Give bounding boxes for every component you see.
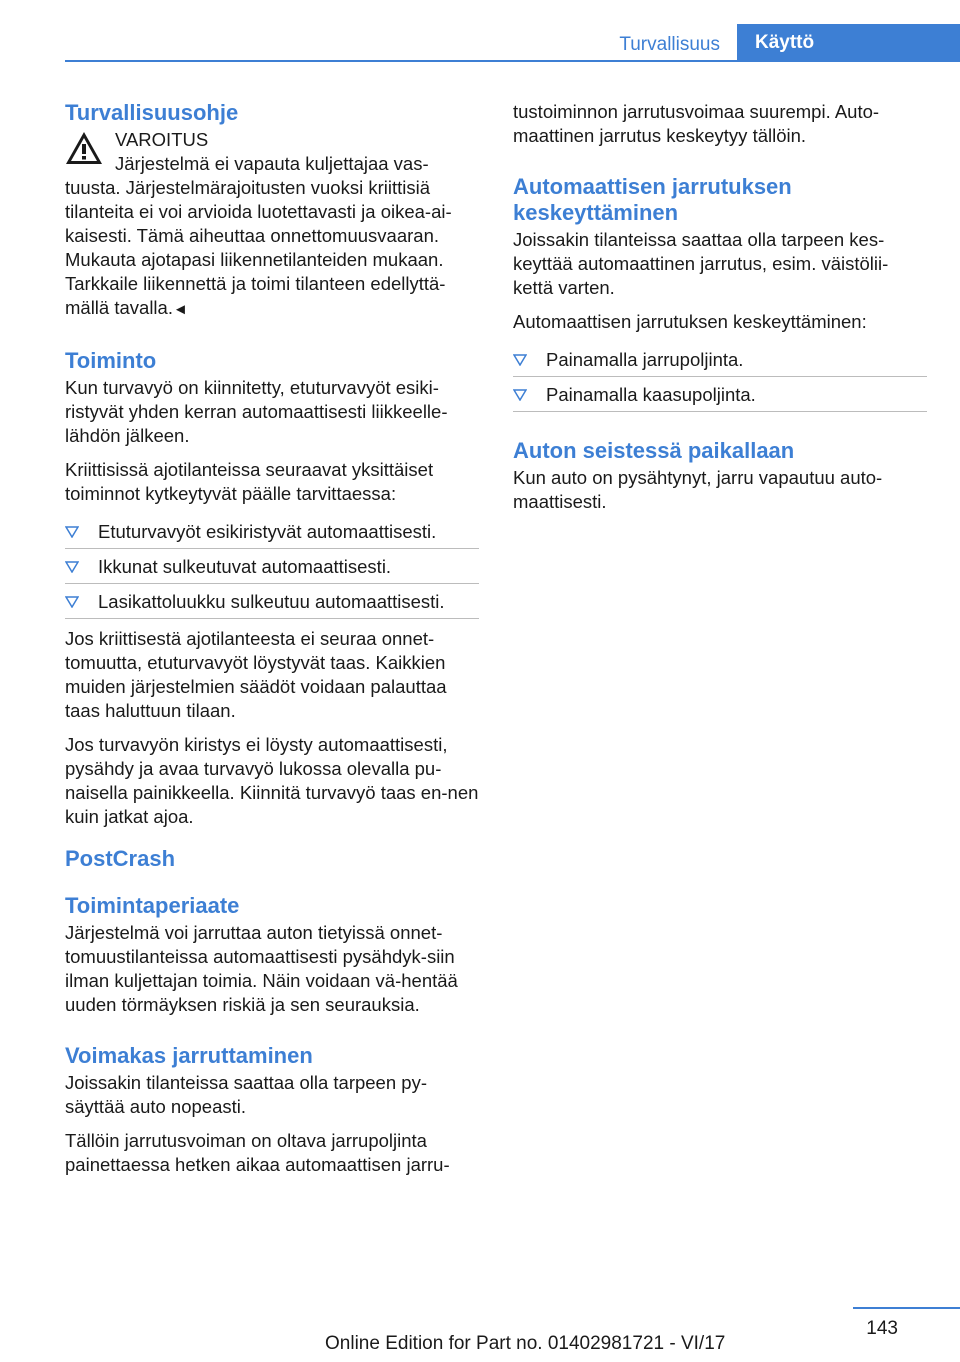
end-mark-icon: ◄ [172, 301, 188, 318]
left-column [65, 100, 479, 1187]
list-item-text: Lasikattoluukku sulkeutuu automaattisesti. [98, 591, 445, 612]
principle-paragraph: Järjestelmä voi jarruttaa auton tietyissä onnet-tomuustilanteissa automaattisesti pysähdyk-siin ilman kuljettajan toimia. Näin voidaan vä-hentää uuden törmäyksen riskiä ja sen seurauksia. [65, 922, 458, 1015]
warning-triangle-icon [65, 131, 103, 165]
list-item [513, 344, 927, 377]
triangle-bullet-icon [513, 354, 527, 366]
interrupt-paragraph-1: Joissakin tilanteissa saattaa olla tarpeen kes-keyttää automaattinen jarrutus, esim. väistölii-kettä varten. [513, 229, 889, 298]
standstill-paragraph: Kun auto on pysähtynyt, jarru vapautuu auto-maattisesti. [513, 467, 883, 512]
page-number: 143 [866, 1318, 898, 1339]
braking-continuation: tustoiminnon jarrutusvoimaa suurempi. Auto-maattinen jarrutus keskeytyy tällöin. [513, 101, 880, 146]
list-item [65, 586, 479, 619]
function-paragraph-1: Kun turvavyö on kiinnitetty, etuturvavyöt esiki-ristyvät yhden kerran automaattisesti liikkeelle-lähdön jälkeen. [65, 377, 448, 446]
postcrash-heading: PostCrash [65, 846, 176, 871]
header-section-tab[interactable]: Turvallisuus [619, 34, 720, 55]
function-paragraph-2: Kriittisissä ajotilanteissa seuraavat yksittäiset toiminnot kytkeytyvät päälle tarvittaessa: [65, 459, 434, 504]
warning-box [65, 128, 479, 322]
warning-first-line: Järjestelmä ei vapauta kuljettajaa vas- [115, 153, 429, 174]
interrupt-paragraph-2: Automaattisen jarrutuksen keskeyttäminen: [513, 311, 867, 332]
right-column [513, 100, 927, 524]
list-item-text: Ikkunat sulkeutuvat automaattisesti. [98, 556, 392, 577]
function-paragraph-4: Jos turvavyön kiristys ei löysty automaattisesti, pysähdy ja avaa turvavyö lukossa olevalla pu-naisella painikkeella. Kiinnitä turvavyö taas en-nen kuin jatkat ajoa. [65, 734, 479, 827]
triangle-bullet-icon [65, 561, 79, 573]
braking-heading: Voimakas jarruttaminen [65, 1043, 313, 1068]
safety-heading: Turvallisuusohje [65, 100, 239, 125]
warning-title: VAROITUS [115, 129, 209, 150]
interrupt-heading: Automaattisen jarrutuksen keskeyttäminen [513, 174, 792, 225]
function-paragraph-3: Jos kriittisestä ajotilanteesta ei seuraa onnet-tomuutta, etuturvavyöt löystyvät taas. Kaikkien muiden järjestelmien säädöt voidaan palauttaa taas haluttuun tilaan. [65, 628, 447, 721]
list-item [513, 379, 927, 412]
edition-label: Online Edition for Part no. 01402981721 - VI/17 [325, 1333, 726, 1354]
list-item-text: Painamalla jarrupoljinta. [546, 349, 744, 370]
warning-text: tuusta. Järjestelmärajoitusten vuoksi kriittisiä tilanteita ei voi arvioida luotettavasti ja oikea-ai-kaisesti. Tämä aiheuttaa onnettomuusvaaran. Mukauta ajotapasi liikennetilanteiden mukaan. Tarkkaile liikennettä ja toimi tilanteen edellyttä-mällä tavalla. [65, 177, 452, 318]
triangle-bullet-icon [513, 389, 527, 401]
function-heading: Toiminto [65, 348, 157, 373]
list-item-text: Painamalla kaasupoljinta. [546, 384, 756, 405]
triangle-bullet-icon [65, 596, 79, 608]
list-item [65, 551, 479, 584]
principle-heading: Toimintaperiaate [65, 893, 240, 918]
list-item [65, 516, 479, 549]
braking-paragraph-1: Joissakin tilanteissa saattaa olla tarpeen py-säyttää auto nopeasti. [65, 1072, 427, 1117]
list-item-text: Etuturvavyöt esikiristyvät automaattisesti. [98, 521, 437, 542]
braking-paragraph-2: Tällöin jarrutusvoiman on oltava jarrupoljinta painettaessa hetken aikaa automaattisen jarru- [65, 1130, 450, 1175]
triangle-bullet-icon [65, 526, 79, 538]
interrupt-bullet-list [513, 344, 927, 412]
function-bullet-list [65, 516, 479, 619]
standstill-heading: Auton seistessä paikallaan [513, 438, 795, 463]
footer-rule [853, 1307, 960, 1309]
header-chapter-tab[interactable]: Käyttö [737, 24, 960, 62]
